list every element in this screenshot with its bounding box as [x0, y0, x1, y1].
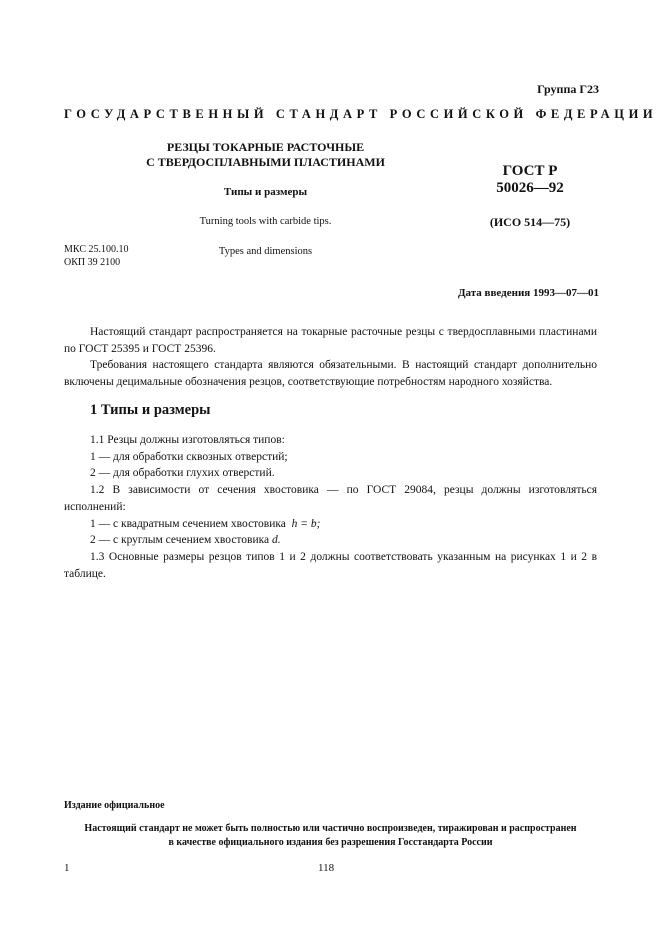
- clause-1-3: 1.3 Основные размеры резцов типов 1 и 2 должны соответствовать указанным на рисунках 1 и 2 в таблице.: [64, 550, 597, 580]
- classification-codes: [64, 244, 128, 269]
- copyright-notice: [64, 822, 597, 849]
- iso-reference: (ИСО 514—75): [489, 215, 571, 229]
- gost-line1: ГОСТ Р: [502, 163, 558, 179]
- title-en-line1: Turning tools with carbide tips.: [199, 216, 332, 227]
- notice-line2: в качестве официального издания без разрешения Госстандарта России: [168, 836, 493, 848]
- okp-code: ОКП 39 2100: [64, 256, 121, 268]
- mks-code: МКС 25.100.10: [64, 244, 129, 255]
- intro-text: [64, 324, 597, 391]
- variant-1-item: [64, 516, 597, 533]
- group-label: Группа Г23: [537, 82, 599, 96]
- variant-2-item: [64, 532, 597, 549]
- notice-line1: Настоящий стандарт не может быть полностью или частично воспроизведен, тиражирован и распространен: [84, 823, 577, 834]
- type-2-item: 2 — для обработки глухих отверстий.: [90, 467, 275, 480]
- variant-2-var: d.: [272, 534, 281, 547]
- page-number-left: 1: [64, 862, 70, 874]
- variant-1-formula: h = b;: [291, 517, 321, 530]
- intro-paragraph-2: Требования настоящего стандарта являются обязательными. В настоящий стандарт дополнительно включены децимальные обозначения резцов, соответствующие потребностям народного хозяйства.: [64, 359, 597, 389]
- section-body: [64, 432, 597, 582]
- gost-line2: 50026—92: [496, 180, 564, 196]
- effective-date: Дата введения 1993—07—01: [457, 287, 599, 299]
- gost-designation: [470, 163, 590, 230]
- title-ru-line1: РЕЗЦЫ ТОКАРНЫЕ РАСТОЧНЫЕ: [166, 140, 365, 154]
- document-title-block: [138, 140, 393, 258]
- page-number-center: 118: [318, 862, 335, 874]
- intro-paragraph-1: Настоящий стандарт распространяется на токарные расточные резцы с твердосплавными пластинами по ГОСТ 25395 и ГОСТ 25396.: [64, 326, 597, 355]
- clause-1-2: 1.2 В зависимости от сечения хвостовика — по ГОСТ 29084, резцы должны изготовляться исполнений:: [64, 484, 597, 513]
- type-1-item: 1 — для обработки сквозных отверстий;: [90, 450, 288, 463]
- title-ru-subtitle: Типы и размеры: [223, 186, 308, 198]
- section-heading: 1 Типы и размеры: [90, 402, 211, 418]
- title-en-line2: Types and dimensions: [218, 246, 313, 257]
- variant-2-text: 2 — с круглым сечением хвостовика: [90, 534, 270, 547]
- official-edition-label: Издание официальное: [64, 800, 165, 811]
- title-ru-line2: С ТВЕРДОСПЛАВНЫМИ ПЛАСТИНАМИ: [146, 155, 385, 169]
- clause-1-1: 1.1 Резцы должны изготовляться типов:: [90, 434, 285, 446]
- variant-1-text: 1 — с квадратным сечением хвостовика: [90, 517, 286, 530]
- state-standard-header: ГОСУДАРСТВЕННЫЙ СТАНДАРТ РОССИЙСКОЙ ФЕДЕРАЦИИ: [64, 107, 658, 121]
